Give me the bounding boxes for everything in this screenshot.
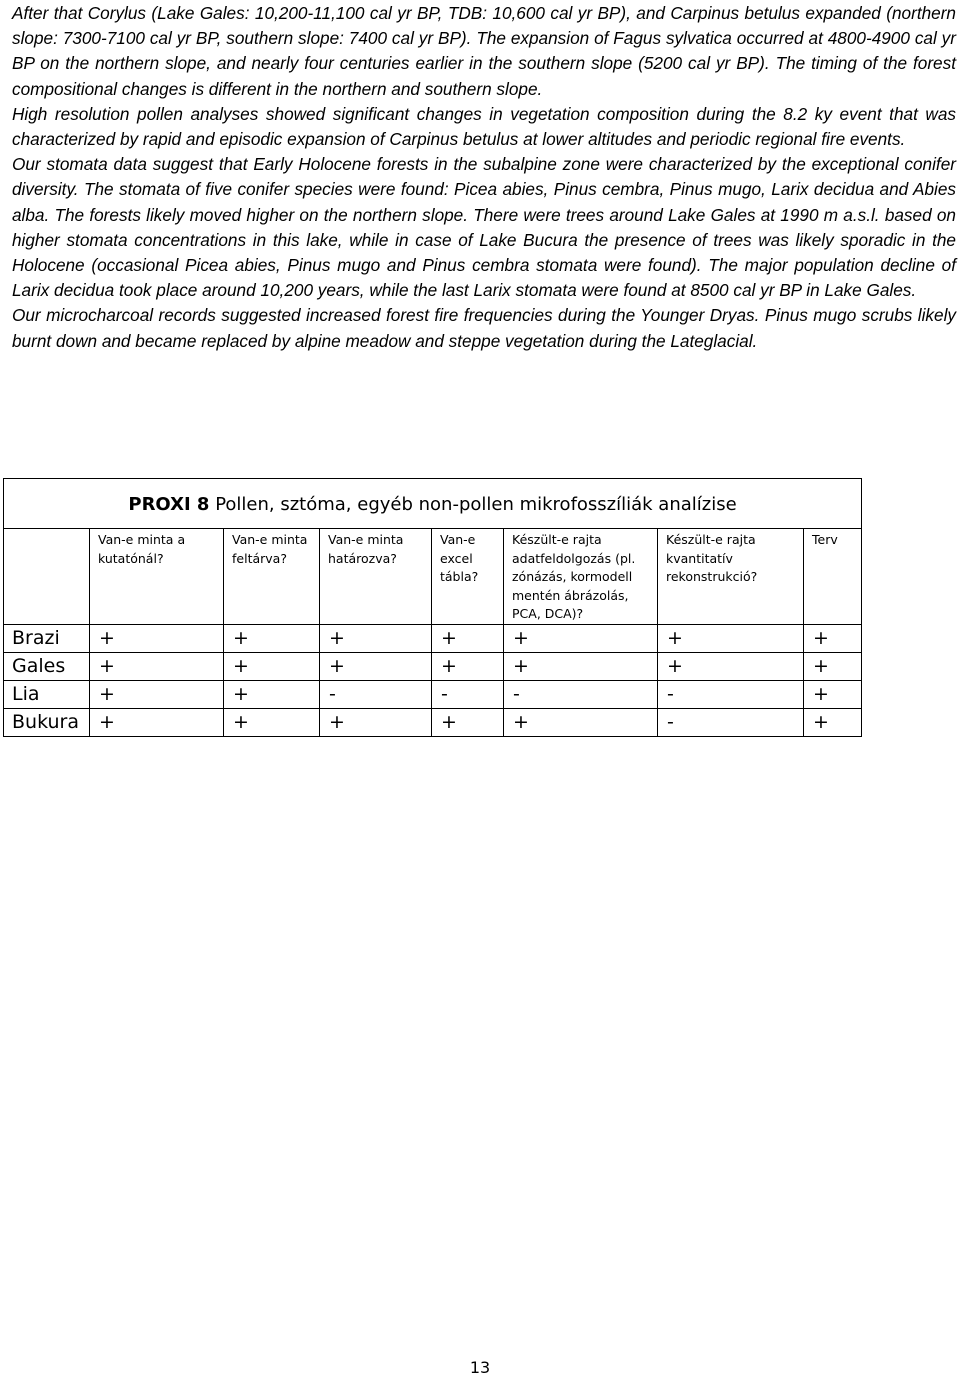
paragraph-forest-expansion: After that Corylus (Lake Gales: 10,200-11,100 cal yr BP, TDB: 10,600 cal yr BP), and Carpinus betulus expanded (northern slope: 7300-7100 cal yr BP, southern slope: 7400 cal yr BP). The expansion of Fagus sylvatica occurred at 4800-4900 cal yr BP on the northern slope, and nearly four centuries earlier in the southern slope (5200 cal yr BP). The timing of the forest compositional changes is different in the northern and southern slope. <box>12 3 956 99</box>
table-row <box>4 652 862 680</box>
table-cell: + <box>224 652 320 680</box>
table-row <box>4 680 862 708</box>
paragraph-microcharcoal: Our microcharcoal records suggested increased forest fire frequencies during the Younger Dryas. Pinus mugo scrubs likely burnt down and became replaced by alpine meadow and steppe vegetation during the Lateglacial. <box>12 305 956 351</box>
table-cell: + <box>432 652 504 680</box>
header-quantitative-reconstruction: Készült-e rajta kvantitatív rekonstrukció? <box>658 529 804 625</box>
table-cell: + <box>90 680 224 708</box>
table-cell: + <box>504 652 658 680</box>
row-name: Lia <box>4 680 90 708</box>
table-cell: - <box>320 680 432 708</box>
table-header-corner <box>4 529 90 625</box>
table-cell: - <box>658 708 804 736</box>
table-cell: + <box>658 624 804 652</box>
table-cell: + <box>504 708 658 736</box>
table-cell: + <box>90 708 224 736</box>
row-name: Gales <box>4 652 90 680</box>
table-cell: - <box>432 680 504 708</box>
table-title <box>4 479 862 529</box>
table-cell: + <box>320 652 432 680</box>
header-excel-table: Van-e excel tábla? <box>432 529 504 625</box>
header-plan: Terv <box>804 529 862 625</box>
table-cell: + <box>224 708 320 736</box>
header-sample-available: Van-e minta a kutatónál? <box>90 529 224 625</box>
body-text <box>12 0 956 354</box>
table-cell: - <box>504 680 658 708</box>
table-cell: + <box>224 680 320 708</box>
table-cell: + <box>224 624 320 652</box>
paragraph-8-2-ky-event: High resolution pollen analyses showed significant changes in vegetation composition during the 8.2 ky event that was characterized by rapid and episodic expansion of Carpinus betulus at lower altitudes and periodic regional fire events. <box>12 103 956 150</box>
table-cell: + <box>804 708 862 736</box>
paragraph-stomata: Our stomata data suggest that Early Holocene forests in the subalpine zone were characterized by the exceptional conifer diversity. The stomata of five conifer species were found: Picea abies, Pinus cembra, Pinus mugo, Larix decidua and Abies alba. The forests likely moved higher on the northern slope. There were trees around Lake Gales at 1990 m a.s.l. based on higher stomata concentrations in this lake, while in case of Lake Bucura the presence of trees was likely sporadic in the Holocene (occasional Picea abies, Pinus mugo and Pinus cembra stomata were found). The major population decline of Larix decidua took place around 10,200 years, while the last Larix stomata were found at 8500 cal yr BP in Lake Gales. <box>12 154 956 301</box>
row-name: Bukura <box>4 708 90 736</box>
header-data-processing: Készült-e rajta adatfeldolgozás (pl. zónázás, kormodell mentén ábrázolás, PCA, DCA)? <box>504 529 658 625</box>
table-cell: + <box>804 624 862 652</box>
table-cell: + <box>320 708 432 736</box>
row-name: Brazi <box>4 624 90 652</box>
table-cell: + <box>504 624 658 652</box>
page-number: 13 <box>469 1358 491 1377</box>
table-header-row <box>4 529 862 625</box>
table-cell: + <box>804 680 862 708</box>
header-sample-opened: Van-e minta feltárva? <box>224 529 320 625</box>
table-title-bold: PROXI 8 <box>128 493 210 515</box>
table-cell: + <box>432 708 504 736</box>
table-row <box>4 624 862 652</box>
table-cell: + <box>432 624 504 652</box>
table-cell: + <box>658 652 804 680</box>
header-sample-identified: Van-e minta határozva? <box>320 529 432 625</box>
table-cell: + <box>90 624 224 652</box>
table-title-text: Pollen, sztóma, egyéb non-pollen mikrofosszíliák analízise <box>209 493 737 515</box>
table-cell: + <box>320 624 432 652</box>
proxi-status-table <box>3 478 862 737</box>
table-row <box>4 708 862 736</box>
table-cell: + <box>90 652 224 680</box>
table-cell: + <box>804 652 862 680</box>
table-cell: - <box>658 680 804 708</box>
